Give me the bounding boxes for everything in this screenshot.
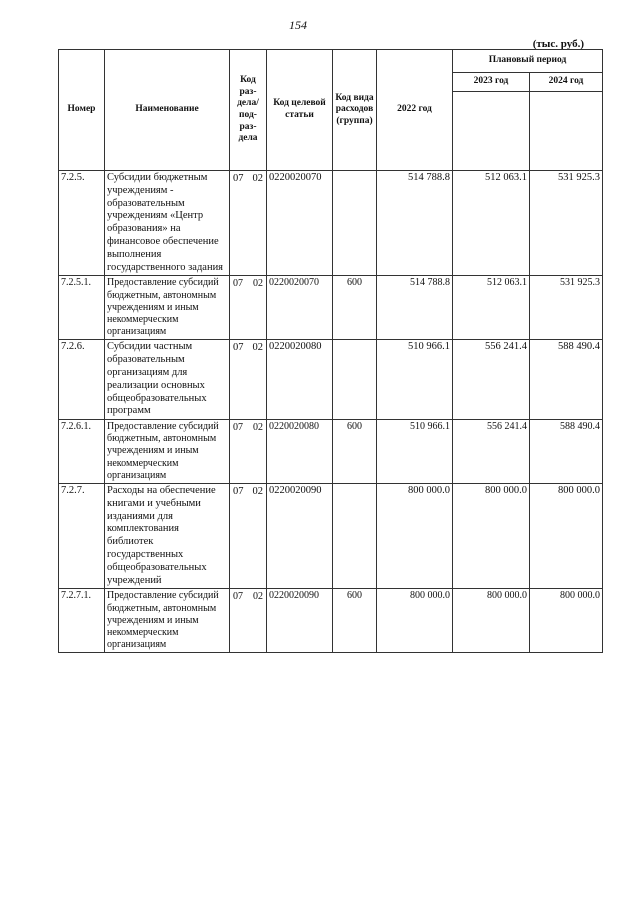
table-row <box>59 420 603 484</box>
table-row <box>59 276 603 340</box>
row-2022: 510 966.1 <box>377 340 453 420</box>
section-code: 07 <box>233 173 244 184</box>
header-plan-period: Плановый период <box>453 50 603 73</box>
row-2024: 800 000.0 <box>530 484 603 589</box>
header-spacer <box>530 92 603 171</box>
section-code: 07 <box>233 278 243 290</box>
subsection-code: 02 <box>253 422 263 434</box>
table-header <box>59 50 603 171</box>
header-target: Код целевой статьи <box>267 50 333 171</box>
row-name: Субсидии частным образовательным организациям для реализации основных общеобразовательных программ <box>105 340 230 420</box>
row-2023: 800 000.0 <box>453 484 530 589</box>
row-target: 0220020090 <box>267 484 333 589</box>
row-name: Предоставление субсидий бюджетным, автономным учреждениям и иным некоммерческим организациям <box>105 589 230 653</box>
page-number: 154 <box>289 18 307 32</box>
row-target: 0220020080 <box>267 340 333 420</box>
row-number: 7.2.7.1. <box>59 589 105 653</box>
row-2022: 514 788.8 <box>377 276 453 340</box>
table-row <box>59 340 603 420</box>
header-section: Код раз-дела/ под-раз-дела <box>230 50 267 171</box>
row-2022: 514 788.8 <box>377 171 453 276</box>
budget-table <box>58 49 603 653</box>
header-number: Номер <box>59 50 105 171</box>
subsection-code: 02 <box>252 486 263 498</box>
row-section <box>230 420 267 484</box>
table-row <box>59 589 603 653</box>
subsection-code: 02 <box>253 591 263 603</box>
row-2024: 588 490.4 <box>530 420 603 484</box>
row-name: Предоставление субсидий бюджетным, автономным учреждениям и иным некоммерческим организациям <box>105 276 230 340</box>
row-name: Субсидии бюджетным учреждениям - образовательным учреждениям «Центр образования» на финансовое обеспечение выполнения государственного задания <box>105 171 230 276</box>
section-code: 07 <box>233 591 243 603</box>
row-type: 600 <box>333 420 377 484</box>
row-2024: 588 490.4 <box>530 340 603 420</box>
row-2022: 510 966.1 <box>377 420 453 484</box>
row-type: 600 <box>333 276 377 340</box>
row-section <box>230 484 267 589</box>
row-number: 7.2.5. <box>59 171 105 276</box>
row-2023: 556 241.4 <box>453 340 530 420</box>
row-2024: 531 925.3 <box>530 276 603 340</box>
row-type: 600 <box>333 589 377 653</box>
table-row <box>59 484 603 589</box>
row-type <box>333 340 377 420</box>
row-type <box>333 171 377 276</box>
subsection-code: 02 <box>252 173 263 184</box>
header-spacer <box>453 92 530 171</box>
row-2022: 800 000.0 <box>377 589 453 653</box>
section-code: 07 <box>233 486 244 498</box>
row-2022: 800 000.0 <box>377 484 453 589</box>
row-target: 0220020070 <box>267 171 333 276</box>
row-section <box>230 340 267 420</box>
row-target: 0220020090 <box>267 589 333 653</box>
row-2024: 531 925.3 <box>530 171 603 276</box>
section-code: 07 <box>233 422 243 434</box>
header-name: Наименование <box>105 50 230 171</box>
units-label: (тыс. руб.) <box>532 38 584 50</box>
section-code: 07 <box>233 342 244 354</box>
row-type <box>333 484 377 589</box>
row-number: 7.2.7. <box>59 484 105 589</box>
row-2023: 556 241.4 <box>453 420 530 484</box>
row-section <box>230 171 267 276</box>
row-name: Предоставление субсидий бюджетным, автономным учреждениям и иным некоммерческим организациям <box>105 420 230 484</box>
table-row <box>59 171 603 276</box>
header-2022: 2022 год <box>377 50 453 171</box>
row-target: 0220020070 <box>267 276 333 340</box>
header-2023: 2023 год <box>453 73 530 92</box>
row-section <box>230 276 267 340</box>
header-expense-type: Код вида расходов (группа) <box>333 50 377 171</box>
row-target: 0220020080 <box>267 420 333 484</box>
row-number: 7.2.6.1. <box>59 420 105 484</box>
row-2023: 512 063.1 <box>453 276 530 340</box>
row-section <box>230 589 267 653</box>
row-2023: 512 063.1 <box>453 171 530 276</box>
header-2024: 2024 год <box>530 73 603 92</box>
subsection-code: 02 <box>252 342 263 354</box>
row-number: 7.2.5.1. <box>59 276 105 340</box>
row-2023: 800 000.0 <box>453 589 530 653</box>
row-number: 7.2.6. <box>59 340 105 420</box>
row-2024: 800 000.0 <box>530 589 603 653</box>
row-name: Расходы на обеспечение книгами и учебными изданиями для комплектования библиотек государственных общеобразовательных учреждений <box>105 484 230 589</box>
subsection-code: 02 <box>253 278 263 290</box>
